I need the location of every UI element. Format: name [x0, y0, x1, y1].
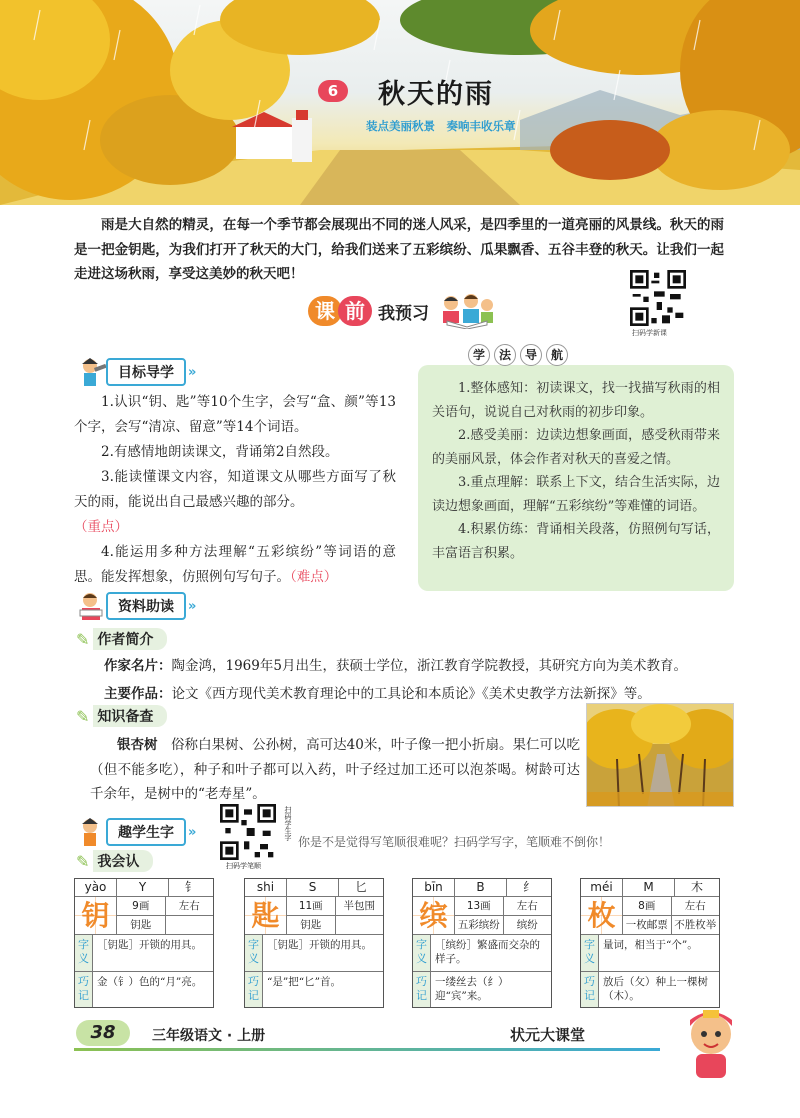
- pencil-icon: ✎: [76, 629, 90, 649]
- card-meaning: ［钥匙］开锁的用具。: [267, 939, 372, 951]
- card-memory-tip: 金（钅）色的“月”亮。: [97, 976, 203, 988]
- works-text: 论文《西方现代美术教育理论中的工具论和本质论》《美术史教学方法新探》等。: [171, 686, 651, 702]
- method-heading-char: 航: [546, 344, 568, 366]
- card-uppercase: B: [455, 879, 507, 896]
- resources-heading-block: [76, 590, 196, 622]
- card-pinyin: yào: [75, 879, 117, 896]
- card-uppercase: M: [623, 879, 675, 896]
- card-meaning: ［钥匙］开锁的用具。: [97, 939, 202, 951]
- card-character: 缤: [413, 897, 455, 934]
- lesson-title: 秋天的雨: [378, 79, 494, 110]
- method-item: 4.积累仿练：背诵相关段落，仿照例句写话，丰富语言积累。: [432, 522, 720, 561]
- method-heading-char: 法: [494, 344, 516, 366]
- card-structure: 左右: [178, 900, 200, 912]
- meaning-label: 字义: [75, 935, 93, 971]
- card-word: [166, 916, 214, 934]
- student-writing-icon: [76, 816, 106, 848]
- recognize-subheading: [76, 850, 153, 872]
- qr-code-icon[interactable]: [220, 804, 276, 860]
- card-pinyin: bīn: [413, 879, 455, 896]
- card-uppercase: Y: [117, 879, 169, 896]
- qr-mid-caption: 扫码学笔顺: [226, 862, 261, 870]
- card-strokes: 9画: [117, 897, 166, 915]
- chars-heading-block: [76, 816, 196, 848]
- goals-heading: 目标导学: [106, 358, 186, 386]
- chevron-right-icon: »: [188, 364, 197, 380]
- char-card: [580, 878, 720, 1008]
- memory-label: 巧记: [413, 972, 431, 1007]
- family-reading-icon: [437, 293, 497, 329]
- card-meaning: ［缤纷］繁盛而交杂的样子。: [435, 939, 540, 965]
- stroke-order-tip: 你是不是觉得写笔顺很难呢？扫码学写字，笔顺难不倒你！: [298, 835, 611, 849]
- recognize-heading: 我会认: [93, 850, 153, 872]
- lesson-subtitle: 装点美丽秋景 奏响丰收乐章: [366, 119, 516, 133]
- meaning-label: 字义: [413, 935, 431, 971]
- method-heading: [468, 344, 572, 366]
- pencil-icon: ✎: [76, 706, 90, 726]
- card-memory-tip: 一缕丝去（纟）迎“宾”来。: [435, 976, 509, 1002]
- method-box: [418, 365, 734, 591]
- qr-code-icon[interactable]: [630, 270, 686, 326]
- chevron-right-icon: »: [188, 824, 197, 840]
- qr-top-caption: 扫码学新课: [632, 329, 667, 337]
- card-word: 钥匙: [287, 916, 336, 934]
- meaning-label: 字义: [245, 935, 263, 971]
- pill-qian: 前: [338, 296, 372, 326]
- author-subheading: [76, 628, 167, 650]
- memory-label: 巧记: [245, 972, 263, 1007]
- card-memory-tip: 放后（攵）种上一棵树（木）。: [603, 976, 708, 1002]
- method-heading-char: 学: [468, 344, 490, 366]
- card-word: [336, 916, 384, 934]
- method-item: 2.感受美丽：边读边想象画面，感受秋雨带来的美丽风景，体会作者对秋天的喜爱之情。: [432, 428, 720, 467]
- card-word: 五彩缤纷: [455, 916, 504, 934]
- method-heading-char: 导: [520, 344, 542, 366]
- card-pinyin: shi: [245, 879, 287, 896]
- card-structure: 左右: [684, 900, 706, 912]
- ginkgo-text: 俗称白果树、公孙树，高可达40米，叶子像一把小折扇。果仁可以吃（但不能多吃），种子和叶子都可以入药，叶子经过加工还可以泡茶喝。树龄可达千余年，是树中的“老寿星”。: [90, 737, 580, 802]
- card-uppercase: S: [287, 879, 339, 896]
- qr-mid-side-caption: 扫码学生字: [284, 806, 292, 841]
- meaning-label: 字义: [581, 935, 599, 971]
- card-strokes: 13画: [455, 897, 504, 915]
- pill-ke: 课: [308, 296, 342, 326]
- goal-item: 1.认识“钥、匙”等10个生字，会写“盒、颜”等13个字，会写“清凉、留意”等14个词语。: [74, 394, 396, 435]
- char-card: [74, 878, 214, 1008]
- goals-list: [74, 390, 396, 590]
- intro-paragraph: 雨是大自然的精灵，在每一个季节都会展现出不同的迷人风采，是四季里的一道亮丽的风景线。秋天的雨是一把金钥匙，为我们打开了秋天的大门，给我们送来了五彩缤纷、瓜果飘香、五谷丰登的秋天。让我们一起走进这场秋雨，享受这美妙的秋天吧！: [74, 217, 724, 282]
- card-radical: 纟: [522, 880, 535, 894]
- card-meaning: 量词，相当于“个”。: [603, 939, 698, 951]
- card-strokes: 11画: [287, 897, 336, 915]
- card-structure: 左右: [516, 900, 538, 912]
- footer-divider: [74, 1048, 660, 1051]
- goal-item-text: 3.能读懂课文内容，知道课文从哪些方面写了秋天的雨，能说出自己最感兴趣的部分。: [74, 469, 396, 510]
- goal-item: [74, 540, 396, 590]
- card-word: 一枚邮票: [623, 916, 672, 934]
- ginkgo-label: 银杏树: [117, 737, 158, 753]
- card-character: 钥: [75, 897, 117, 934]
- mascot-icon: [676, 1004, 746, 1084]
- ginkgo-paragraph: [90, 733, 580, 807]
- resources-heading: 资料助读: [106, 592, 186, 620]
- student-reading-icon: [76, 590, 106, 622]
- goal-item-text: 4.能运用多种方法理解“五彩缤纷”等词语的意思。能发挥想象，仿照例句写句子。: [74, 544, 396, 585]
- card-strokes: 8画: [623, 897, 672, 915]
- author-heading: 作者简介: [93, 628, 167, 650]
- card-radical: 木: [690, 880, 703, 894]
- book-title: 三年级语文 · 上册: [152, 1028, 266, 1044]
- student-telescope-icon: [76, 356, 106, 388]
- brand-name: 状元大课堂: [510, 1026, 586, 1044]
- author-name-text: 陶金鸿，1969年5月出生，获硕士学位，浙江教育学院教授，其研究方向为美术教育。: [171, 658, 687, 674]
- goals-heading-block: [76, 356, 196, 388]
- knowledge-heading: 知识备查: [93, 705, 167, 727]
- char-card: [412, 878, 552, 1008]
- card-radical: 匕: [354, 880, 367, 894]
- method-item: 3.重点理解：联系上下文，结合生活实际，边读边想象画面，理解“五彩缤纷”等难懂的词语。: [432, 475, 720, 514]
- card-character: 枚: [581, 897, 623, 934]
- card-word: 不胜枚举: [674, 919, 717, 931]
- card-structure: 半包围: [343, 900, 375, 912]
- card-character: 匙: [245, 897, 287, 934]
- ginkgo-photo: [586, 703, 734, 807]
- goal-item: [74, 465, 396, 540]
- card-memory-tip: “是”把“匕”首。: [267, 976, 341, 988]
- pencil-icon: ✎: [76, 851, 90, 871]
- preview-label: 我预习: [378, 303, 429, 324]
- chars-heading: 趣学生字: [106, 818, 186, 846]
- card-word: 钥匙: [117, 916, 166, 934]
- hero-illustration: [0, 0, 800, 205]
- knowledge-subheading: [76, 705, 167, 727]
- method-item: 1.整体感知：初读课文，找一找描写秋雨的相关语句，说说自己对秋雨的初步印象。: [432, 381, 720, 420]
- memory-label: 巧记: [75, 972, 93, 1007]
- goal-item: 2.有感情地朗读课文，背诵第2自然段。: [101, 444, 339, 460]
- memory-label: 巧记: [581, 972, 599, 1007]
- difficulty-note: （难点）: [290, 569, 338, 585]
- char-card: [244, 878, 384, 1008]
- card-word: 缤纷: [516, 919, 538, 931]
- works-label: 主要作品：: [104, 686, 172, 702]
- card-pinyin: méi: [581, 879, 623, 896]
- page-number: 38: [76, 1020, 130, 1046]
- author-name-label: 作家名片：: [104, 658, 172, 674]
- preview-header: [308, 293, 497, 329]
- card-radical: 钅: [184, 880, 197, 894]
- chevron-right-icon: »: [188, 598, 197, 614]
- lesson-number-badge: 6: [318, 80, 348, 102]
- key-point-note: （重点）: [74, 519, 128, 535]
